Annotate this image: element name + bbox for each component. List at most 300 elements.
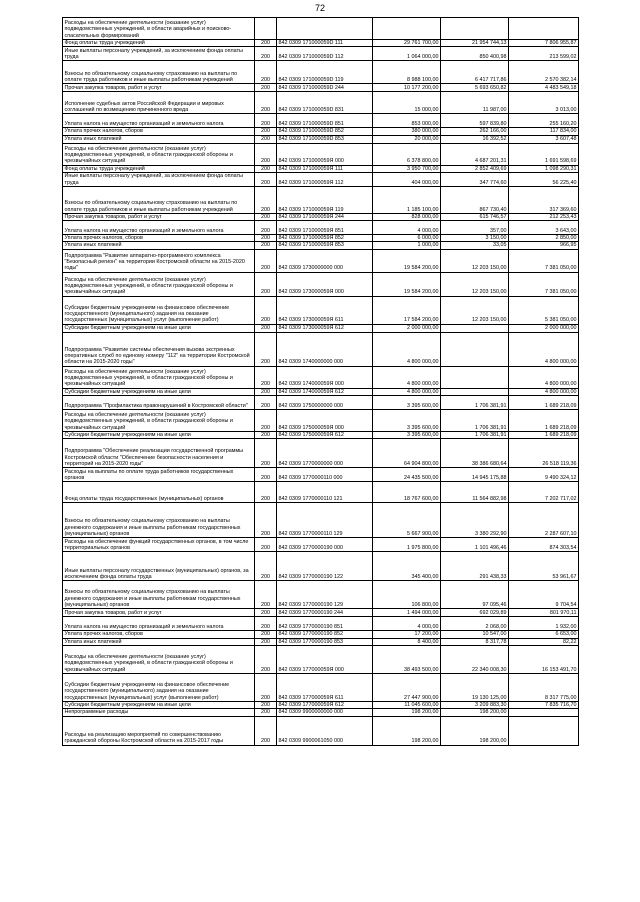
approved-amount-cell: 106 800,00 [373,581,441,609]
budget-classification-code-cell: 842 0309 171000059Я 000 [277,143,373,165]
admin-code-cell: 200 [255,388,277,395]
approved-amount-cell: 1 494 000,00 [373,609,441,617]
table-row [63,47,579,61]
unexecuted-amount-cell: 2 287 607,10 [509,503,579,538]
unexecuted-amount-cell: 5 381 050,00 [509,296,579,324]
expense-name-cell: Расходы на обеспечение деятельности (оказание услуг) подведомственных учреждений, в области гражданской обороны и чрезвычайных ситуаций [63,410,255,432]
expense-name-cell: Уплата прочих налогов, сборов [63,631,255,638]
table-row [63,673,579,701]
budget-classification-code-cell: 842 0309 1770000110 129 [277,503,373,538]
admin-code-cell: 200 [255,61,277,84]
unexecuted-amount-cell: 317 369,60 [509,186,579,213]
expense-name-cell: Фонд оплаты труда государственных (муниципальных) органов [63,482,255,503]
unexecuted-amount-cell: 255 160,20 [509,114,579,128]
unexecuted-amount-cell: 966,95 [509,242,579,249]
budget-classification-code-cell: 842 0309 171000059D 851 [277,114,373,128]
budget-classification-code-cell: 842 0309 1770000190 851 [277,617,373,631]
unexecuted-amount-cell: 1 691 598,69 [509,143,579,165]
admin-code-cell: 200 [255,468,277,482]
expense-name-cell: Расходы на обеспечение деятельности (оказание услуг) подведомственных учреждений, в области гражданской обороны и чрезвычайных ситуаций [63,645,255,673]
budget-classification-code-cell: 842 0309 1770000190 244 [277,609,373,617]
expense-name-cell: Расходы на обеспечение деятельности (оказание услуг) подведомственных учреждений, в области гражданской обороны и чрезвычайных ситуаций [63,366,255,388]
executed-amount-cell [441,324,509,332]
table-row [63,128,579,135]
executed-amount-cell: 21 954 744,13 [441,40,509,47]
admin-code-cell: 200 [255,396,277,410]
expense-name-cell: Иные выплаты персоналу государственных (муниципальных) органов, за исключением фонда оплаты труда [63,552,255,581]
approved-amount-cell: 19 584 200,00 [373,272,441,296]
approved-amount-cell: 828 000,00 [373,213,441,220]
table-row [63,581,579,609]
approved-amount-cell: 3 395 600,00 [373,432,441,439]
budget-classification-code-cell: 842 0309 1770000000 000 [277,439,373,468]
admin-code-cell: 200 [255,439,277,468]
executed-amount-cell: 2 852 409,69 [441,165,509,172]
admin-code-cell: 200 [255,186,277,213]
budget-classification-code-cell: 842 0309 171000059D 119 [277,61,373,84]
admin-code-cell: 200 [255,272,277,296]
budget-classification-code-cell: 842 0309 177000059Я 612 [277,701,373,708]
unexecuted-amount-cell: 53 961,67 [509,552,579,581]
approved-amount-cell: 19 584 200,00 [373,249,441,272]
admin-code-cell: 200 [255,645,277,673]
budget-classification-code-cell: 842 0309 173000059Я 000 [277,272,373,296]
table-row [63,332,579,366]
admin-code-cell: 200 [255,40,277,47]
unexecuted-amount-cell: 4 800 000,00 [509,388,579,395]
executed-amount-cell: 347 774,60 [441,172,509,186]
executed-amount-cell: 3 209 883,30 [441,701,509,708]
approved-amount-cell: 5 667 900,00 [373,503,441,538]
expense-name-cell: Прочая закупка товаров, работ и услуг [63,213,255,220]
approved-amount-cell: 29 761 700,00 [373,40,441,47]
table-row [63,638,579,645]
table-row [63,249,579,272]
approved-amount-cell: 380 000,00 [373,128,441,135]
executed-amount-cell [441,388,509,395]
approved-amount-cell: 1 064 000,00 [373,47,441,61]
table-row [63,432,579,439]
approved-amount-cell: 853 000,00 [373,114,441,128]
budget-classification-code-cell: 842 0309 1730000000 000 [277,249,373,272]
expense-name-cell: Подпрограмма "Развитие аппаратно-программного комплекса "Безопасный регион" на территории Костромской области на 2015-2020 годы" [63,249,255,272]
budget-classification-code-cell: 842 0309 175000059Я 612 [277,432,373,439]
budget-classification-code-cell: 842 0309 174000059Я 612 [277,388,373,395]
expense-name-cell: Расходы на реализацию мероприятий по совершенствованию гражданской обороны Костромской области на 2015-2017 годы [63,716,255,745]
executed-amount-cell: 33,05 [441,242,509,249]
budget-classification-code-cell: 842 0309 171000059Я 853 [277,242,373,249]
executed-amount-cell: 11 564 882,98 [441,482,509,503]
budget-classification-code-cell: 842 0309 1770000190 129 [277,581,373,609]
budget-classification-code-cell: 842 0309 171000059Я 112 [277,172,373,186]
unexecuted-amount-cell: 1 098 290,31 [509,165,579,172]
unexecuted-amount-cell: 1 689 218,09 [509,410,579,432]
admin-code-cell: 200 [255,135,277,143]
executed-amount-cell: 97 095,46 [441,581,509,609]
approved-amount-cell: 17 200,00 [373,631,441,638]
executed-amount-cell: 262 166,00 [441,128,509,135]
unexecuted-amount-cell: 2 000 000,00 [509,324,579,332]
unexecuted-amount-cell: 7 806 955,87 [509,40,579,47]
approved-amount-cell: 6 000,00 [373,235,441,242]
executed-amount-cell: 1 706 381,91 [441,432,509,439]
unexecuted-amount-cell: 26 518 119,36 [509,439,579,468]
admin-code-cell: 200 [255,581,277,609]
budget-classification-code-cell: 842 0309 171000059D 853 [277,135,373,143]
admin-code-cell: 200 [255,249,277,272]
expense-name-cell: Уплата иных платежей [63,638,255,645]
expense-name-cell: Расходы на обеспечение деятельности (оказание услуг) подведомственных учреждений, в области гражданской обороны и чрезвычайных ситуаций [63,272,255,296]
table-row [63,296,579,324]
admin-code-cell: 200 [255,482,277,503]
expense-name-cell: Подпрограмма "Профилактика правонарушений в Костромской области" [63,396,255,410]
budget-classification-code-cell: 842 0309 171000059Я 111 [277,165,373,172]
approved-amount-cell: 1 000,00 [373,242,441,249]
budget-classification-code-cell: 842 0309 171000059D 244 [277,84,373,92]
approved-amount-cell: 11 045 600,00 [373,701,441,708]
table-row [63,552,579,581]
admin-code-cell: 200 [255,609,277,617]
budget-classification-code-cell: 842 0309 9900061050 000 [277,716,373,745]
approved-amount-cell: 1 975 800,00 [373,538,441,552]
admin-code-cell: 200 [255,92,277,114]
table-row [63,388,579,395]
budget-classification-code-cell [277,18,373,40]
table-row [63,482,579,503]
budget-classification-code-cell: 842 0309 173000059Я 611 [277,296,373,324]
approved-amount-cell: 4 000,00 [373,617,441,631]
expense-name-cell: Расходы на обеспечение функций государственных органов, в том числе территориальных органов [63,538,255,552]
approved-amount-cell: 15 000,00 [373,92,441,114]
expense-name-cell: Непрограммные расходы [63,709,255,716]
admin-code-cell [255,18,277,40]
expense-name-cell: Прочая закупка товаров, работ и услуг [63,84,255,92]
approved-amount-cell: 6 378 800,00 [373,143,441,165]
table-row [63,61,579,84]
table-row [63,366,579,388]
expense-name-cell: Фонд оплаты труда учреждений [63,165,255,172]
budget-classification-code-cell: 842 0309 177000059Я 000 [277,645,373,673]
budget-classification-code-cell: 842 0309 9900000000 000 [277,709,373,716]
table-row [63,716,579,745]
unexecuted-amount-cell: 1 689 218,09 [509,396,579,410]
table-row [63,410,579,432]
expense-name-cell: Уплата налога на имущество организаций и земельного налога [63,114,255,128]
executed-amount-cell: 1 706 381,91 [441,396,509,410]
executed-amount-cell: 357,00 [441,221,509,235]
page-number: 72 [314,3,325,13]
table-row [63,235,579,242]
unexecuted-amount-cell: 3 643,00 [509,221,579,235]
expense-name-cell: Фонд оплаты труда учреждений [63,40,255,47]
unexecuted-amount-cell: 1 689 218,09 [509,432,579,439]
admin-code-cell: 200 [255,221,277,235]
approved-amount-cell: 2 000 000,00 [373,324,441,332]
admin-code-cell: 200 [255,410,277,432]
admin-code-cell: 200 [255,165,277,172]
approved-amount-cell: 17 584 200,00 [373,296,441,324]
executed-amount-cell: 291 438,33 [441,552,509,581]
expense-name-cell: Субсидии бюджетным учреждениям на иные цели [63,432,255,439]
admin-code-cell: 200 [255,242,277,249]
table-row [63,143,579,165]
admin-code-cell: 200 [255,114,277,128]
unexecuted-amount-cell: 4 800 000,00 [509,366,579,388]
admin-code-cell: 200 [255,709,277,716]
executed-amount-cell: 3 150,00 [441,235,509,242]
table-row [63,538,579,552]
expense-name-cell: Исполнение судебных актов Российской Федерации и мировых соглашений по возмещению причиненного вреда [63,92,255,114]
table-row [63,186,579,213]
executed-amount-cell: 38 386 680,64 [441,439,509,468]
expense-name-cell: Субсидии бюджетным учреждениям на финансовое обеспечение государственного (муниципального) задания на оказание государственных (муниципальных) услуг (выполнение работ) [63,296,255,324]
expense-name-cell: Субсидии бюджетным учреждениям на иные цели [63,701,255,708]
executed-amount-cell: 1 101 496,46 [441,538,509,552]
budget-classification-code-cell: 842 0309 171000059D 111 [277,40,373,47]
expense-name-cell: Расходы на обеспечение деятельности (оказание услуг) подведомственных учреждений, в области гражданской обороны и чрезвычайных ситуаций [63,143,255,165]
unexecuted-amount-cell: 7 835 716,70 [509,701,579,708]
admin-code-cell: 200 [255,716,277,745]
admin-code-cell: 200 [255,701,277,708]
table-row [63,213,579,220]
expense-name-cell: Субсидии бюджетным учреждениям на иные цели [63,324,255,332]
admin-code-cell: 200 [255,617,277,631]
executed-amount-cell: 10 547,00 [441,631,509,638]
unexecuted-amount-cell: 7 381 050,00 [509,249,579,272]
expense-name-cell: Уплата иных платежей [63,242,255,249]
approved-amount-cell: 4 800 000,00 [373,332,441,366]
expense-name-cell: Иные выплаты персоналу учреждений, за исключением фонда оплаты труда [63,172,255,186]
expense-name-cell: Взносы по обязательному социальному страхованию на выплаты денежного содержания и иные выплаты работникам государственных (муниципальных) органов [63,503,255,538]
table-row [63,396,579,410]
unexecuted-amount-cell: 9 490 324,12 [509,468,579,482]
expense-name-cell: Уплата налога на имущество организаций и земельного налога [63,617,255,631]
approved-amount-cell [373,18,441,40]
budget-classification-code-cell: 842 0309 1770000110 121 [277,482,373,503]
expense-name-cell: Субсидии бюджетным учреждениям на финансовое обеспечение государственного (муниципального) задания на оказание государственных (муниципальных) услуг (выполнение работ) [63,673,255,701]
table-row [63,92,579,114]
approved-amount-cell: 198 200,00 [373,716,441,745]
unexecuted-amount-cell: 9 704,54 [509,581,579,609]
admin-code-cell: 200 [255,638,277,645]
budget-classification-code-cell: 842 0309 171000059D 112 [277,47,373,61]
budget-classification-code-cell: 842 0309 1770000110 000 [277,468,373,482]
table-row [63,324,579,332]
executed-amount-cell: 198 200,00 [441,709,509,716]
budget-classification-code-cell: 842 0309 1770000190 852 [277,631,373,638]
admin-code-cell: 200 [255,296,277,324]
expense-name-cell: Субсидии бюджетным учреждениям на иные цели [63,388,255,395]
expense-name-cell: Расходы на обеспечение деятельности (оказание услуг) подведомственных учреждений, в области аварийных и поисково-спасательных формирований [63,18,255,40]
unexecuted-amount-cell [509,709,579,716]
unexecuted-amount-cell: 4 800 000,00 [509,332,579,366]
approved-amount-cell: 4 800 000,00 [373,366,441,388]
expense-name-cell: Уплата налога на имущество организаций и земельного налога [63,221,255,235]
expense-name-cell: Уплата прочих налогов, сборов [63,235,255,242]
approved-amount-cell: 198 200,00 [373,709,441,716]
budget-classification-code-cell: 842 0309 1770000190 853 [277,638,373,645]
executed-amount-cell: 597 839,80 [441,114,509,128]
admin-code-cell: 200 [255,673,277,701]
unexecuted-amount-cell: 117 834,00 [509,128,579,135]
admin-code-cell: 200 [255,235,277,242]
budget-classification-code-cell: 842 0309 173000059Я 612 [277,324,373,332]
table-row [63,272,579,296]
admin-code-cell: 200 [255,84,277,92]
unexecuted-amount-cell: 82,22 [509,638,579,645]
executed-amount-cell: 8 317,78 [441,638,509,645]
admin-code-cell: 200 [255,552,277,581]
budget-classification-code-cell: 842 0309 171000059Я 851 [277,221,373,235]
admin-code-cell: 200 [255,432,277,439]
expense-name-cell: Уплата иных платежей [63,135,255,143]
executed-amount-cell [441,366,509,388]
expense-name-cell: Подпрограмма "Обеспечение реализации государственной программы Костромской области "Обеспечение безопасности населения и территорий на 2015-2020 годы" [63,439,255,468]
unexecuted-amount-cell: 7 202 717,02 [509,482,579,503]
table-row [63,645,579,673]
executed-amount-cell: 2 068,00 [441,617,509,631]
executed-amount-cell: 850 400,98 [441,47,509,61]
unexecuted-amount-cell: 7 381 050,00 [509,272,579,296]
approved-amount-cell: 64 904 800,00 [373,439,441,468]
executed-amount-cell: 19 130 125,00 [441,673,509,701]
unexecuted-amount-cell: 801 970,11 [509,609,579,617]
budget-classification-code-cell: 842 0309 171000059D 852 [277,128,373,135]
admin-code-cell: 200 [255,366,277,388]
expense-name-cell: Прочая закупка товаров, работ и услуг [63,609,255,617]
unexecuted-amount-cell: 1 932,00 [509,617,579,631]
table-row [63,172,579,186]
budget-execution-table [62,17,579,746]
table-row [63,609,579,617]
admin-code-cell: 200 [255,332,277,366]
expense-name-cell: Иные выплаты персоналу учреждений, за исключением фонда оплаты труда [63,47,255,61]
admin-code-cell: 200 [255,143,277,165]
approved-amount-cell: 4 800 000,00 [373,388,441,395]
budget-classification-code-cell: 842 0309 171000059D 831 [277,92,373,114]
executed-amount-cell: 16 392,52 [441,135,509,143]
executed-amount-cell: 6 417 717,86 [441,61,509,84]
table-row [63,40,579,47]
approved-amount-cell: 3 950 700,00 [373,165,441,172]
unexecuted-amount-cell: 4 483 549,18 [509,84,579,92]
unexecuted-amount-cell: 16 153 491,70 [509,645,579,673]
approved-amount-cell: 3 395 600,00 [373,396,441,410]
table-row [63,439,579,468]
table-row [63,135,579,143]
executed-amount-cell: 692 029,89 [441,609,509,617]
table-row [63,631,579,638]
budget-classification-code-cell: 842 0309 175000059Я 000 [277,410,373,432]
budget-classification-code-cell: 842 0309 171000059Я 852 [277,235,373,242]
approved-amount-cell: 10 177 200,00 [373,84,441,92]
budget-classification-code-cell: 842 0309 171000059Я 244 [277,213,373,220]
budget-classification-code-cell: 842 0309 177000059Я 611 [277,673,373,701]
expense-name-cell: Взносы по обязательному социальному страхованию на выплаты по оплате труда работников и иные выплаты работникам учреждений [63,61,255,84]
budget-classification-code-cell: 842 0309 174000059Я 000 [277,366,373,388]
admin-code-cell: 200 [255,503,277,538]
table-row [63,468,579,482]
admin-code-cell: 200 [255,213,277,220]
executed-amount-cell: 198 200,00 [441,716,509,745]
unexecuted-amount-cell: 3 013,00 [509,92,579,114]
executed-amount-cell: 3 380 292,90 [441,503,509,538]
unexecuted-amount-cell: 212 253,43 [509,213,579,220]
expense-name-cell: Расходы на выплаты по оплате труда работников государственных органов [63,468,255,482]
budget-classification-code-cell: 842 0309 1770000190 000 [277,538,373,552]
executed-amount-cell: 11 987,00 [441,92,509,114]
table-row [63,18,579,40]
unexecuted-amount-cell: 3 607,48 [509,135,579,143]
executed-amount-cell: 22 340 008,30 [441,645,509,673]
unexecuted-amount-cell: 8 317 775,00 [509,673,579,701]
unexecuted-amount-cell: 56 225,40 [509,172,579,186]
admin-code-cell: 200 [255,538,277,552]
approved-amount-cell: 24 435 500,00 [373,468,441,482]
budget-classification-code-cell: 842 0309 1770000190 122 [277,552,373,581]
executed-amount-cell: 867 730,40 [441,186,509,213]
executed-amount-cell: 12 203 150,00 [441,272,509,296]
executed-amount-cell [441,332,509,366]
expense-name-cell: Уплата прочих налогов, сборов [63,128,255,135]
table-row [63,165,579,172]
table-row [63,617,579,631]
expense-name-cell: Подпрограмма "Развитие системы обеспечения вызова экстренных оперативных служб по единому номеру "112" на территории Костромской области на 2015-2020 годы" [63,332,255,366]
table-row [63,84,579,92]
approved-amount-cell: 4 000,00 [373,221,441,235]
executed-amount-cell: 12 203 150,00 [441,296,509,324]
unexecuted-amount-cell [509,18,579,40]
expense-name-cell: Взносы по обязательному социальному страхованию на выплаты по оплате труда работников и иные выплаты работникам учреждений [63,186,255,213]
admin-code-cell: 200 [255,172,277,186]
approved-amount-cell: 1 185 100,00 [373,186,441,213]
unexecuted-amount-cell: 2 570 382,14 [509,61,579,84]
unexecuted-amount-cell [509,716,579,745]
approved-amount-cell: 20 000,00 [373,135,441,143]
table-row [63,503,579,538]
approved-amount-cell: 404 000,00 [373,172,441,186]
unexecuted-amount-cell: 6 653,00 [509,631,579,638]
executed-amount-cell: 615 746,57 [441,213,509,220]
table-body [63,18,579,746]
unexecuted-amount-cell: 874 303,54 [509,538,579,552]
budget-classification-code-cell: 842 0309 1750000000 000 [277,396,373,410]
approved-amount-cell: 345 400,00 [373,552,441,581]
approved-amount-cell: 8 988 100,00 [373,61,441,84]
executed-amount-cell: 14 945 175,88 [441,468,509,482]
executed-amount-cell: 1 706 381,91 [441,410,509,432]
table-row [63,701,579,708]
executed-amount-cell: 4 687 201,31 [441,143,509,165]
budget-classification-code-cell: 842 0309 171000059Я 119 [277,186,373,213]
approved-amount-cell: 8 400,00 [373,638,441,645]
admin-code-cell: 200 [255,128,277,135]
budget-classification-code-cell: 842 0309 1740000000 000 [277,332,373,366]
admin-code-cell: 200 [255,324,277,332]
executed-amount-cell: 5 693 650,82 [441,84,509,92]
expense-name-cell: Взносы по обязательному социальному страхованию на выплаты денежного содержания и иные выплаты работникам государственных (муниципальных) органов [63,581,255,609]
table-row [63,709,579,716]
admin-code-cell: 200 [255,631,277,638]
executed-amount-cell [441,18,509,40]
unexecuted-amount-cell: 213 599,02 [509,47,579,61]
table-row [63,114,579,128]
approved-amount-cell: 38 493 500,00 [373,645,441,673]
admin-code-cell: 200 [255,47,277,61]
table-row [63,221,579,235]
approved-amount-cell: 18 767 600,00 [373,482,441,503]
approved-amount-cell: 3 395 600,00 [373,410,441,432]
